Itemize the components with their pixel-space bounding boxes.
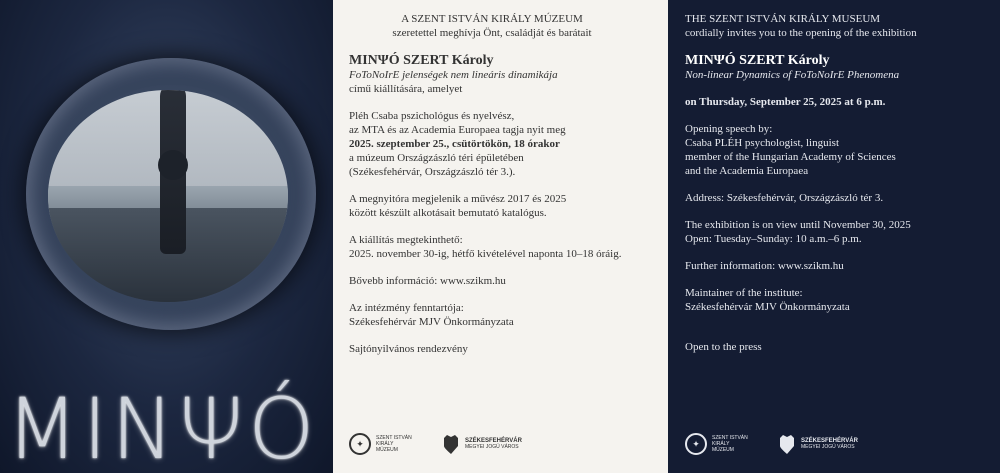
hu-opening-line-1: Pléh Csaba pszichológus és nyelvész, [349, 110, 515, 122]
museum-logo-text-en: SZENT ISTVÁN KIRÁLY MÚZEUM [712, 435, 748, 453]
museum-seal-icon-en: ✦ [685, 433, 707, 455]
museum-logo-text: SZENT ISTVÁN KIRÁLY MÚZEUM [376, 435, 412, 453]
en-speech-line-3: and the Academia Europaea [685, 165, 809, 177]
hu-press-note: Sajtónyilvános rendezvény [349, 343, 468, 355]
hu-museum-name: A SZENT ISTVÁN KIRÁLY MÚZEUM [401, 13, 583, 25]
hu-exhibition-suffix: című kiállítására, amelyet [349, 83, 463, 95]
en-address: Address: Székesfehérvár, Országzászló tér 3. [685, 192, 884, 204]
hu-view-line-2: 2025. november 30-ig, hétfő kivételével naponta 10–18 óráig. [349, 248, 622, 260]
en-speech-line-2: member of the Hungarian Academy of Sciences [685, 151, 896, 163]
en-info: Further information: www.szikm.hu [685, 260, 844, 272]
en-opening-date: on Thursday, September 25, 2025 at 6 p.m. [685, 96, 886, 108]
artwork-photo [48, 90, 288, 302]
hu-exhibition-title: FoToNoIrE jelenségek nem lineáris dinamikája [349, 69, 558, 81]
city-crest-icon [442, 433, 460, 455]
city-logo-sub-en: MEGYEI JOGÚ VÁROS [801, 444, 855, 450]
artwork-panel [0, 0, 333, 473]
english-panel [668, 0, 1000, 473]
museum-seal-icon: ✦ [349, 433, 371, 455]
en-invite-line: cordially invites you to the opening of the exhibition [685, 27, 917, 39]
hu-opening-date: 2025. szeptember 25., csütörtökön, 18 órakor [349, 138, 560, 150]
hu-maintainer: Székesfehérvár MJV Önkormányzata [349, 316, 514, 328]
en-museum-name: THE SZENT ISTVÁN KIRÁLY MUSEUM [685, 13, 881, 25]
city-logo-text: SZÉKESFEHÉRVÁR [465, 438, 522, 444]
en-exhibition-title: Non-linear Dynamics of FoToNoIrE Phenomena [685, 69, 900, 81]
hu-catalog-line-1: A megnyitóra megjelenik a művész 2017 és 2025 [349, 193, 567, 205]
hu-artist-name: MINΨÓ SZERT Károly [349, 53, 494, 68]
hu-header [349, 12, 635, 40]
hungarian-panel [333, 0, 668, 473]
city-logo-sub: MEGYEI JOGÚ VÁROS [465, 444, 519, 450]
hu-opening-line-2: az MTA és az Academia Europaea tagja nyit meg [349, 124, 566, 136]
en-view-line-1: The exhibition is on view until November 30, 2025 [685, 219, 911, 231]
hu-invite-line: szeretettel meghívja Önt, családját és barátait [392, 27, 592, 39]
museum-logo-en [685, 433, 752, 455]
hu-maintainer-label: Az intézmény fenntartója: [349, 302, 464, 314]
hu-opening-line-4: (Székesfehérvár, Országzászló tér 3.). [349, 166, 516, 178]
en-view-line-2: Open: Tuesday–Sunday: 10 a.m.–6 p.m. [685, 233, 862, 245]
city-crest-icon-en [778, 433, 796, 455]
en-speech-line-1: Csaba PLÉH psychologist, linguist [685, 137, 839, 149]
museum-logo [349, 433, 416, 455]
en-speech-label: Opening speech by: [685, 123, 773, 135]
en-maintainer: Székesfehérvár MJV Önkormányzata [685, 301, 850, 313]
hu-info: Bővebb információ: www.szikm.hu [349, 275, 506, 287]
artwork-title: MINΨÓ [6, 380, 319, 473]
city-logo-text-en: SZÉKESFEHÉRVÁR [801, 438, 858, 444]
figure-head [158, 150, 188, 180]
en-artist-name: MINΨÓ SZERT Károly [685, 53, 830, 68]
hu-logos [349, 433, 522, 455]
en-press-note: Open to the press [685, 341, 762, 353]
city-logo-en [778, 433, 858, 455]
city-logo [442, 433, 522, 455]
hu-catalog-line-2: között készült alkotásait bemutató katalógus. [349, 207, 547, 219]
en-logos [685, 433, 858, 455]
hu-view-line-1: A kiállítás megtekinthető: [349, 234, 463, 246]
en-maintainer-label: Maintainer of the institute: [685, 287, 803, 299]
hu-opening-line-3: a múzeum Országzászló téri épületében [349, 152, 524, 164]
